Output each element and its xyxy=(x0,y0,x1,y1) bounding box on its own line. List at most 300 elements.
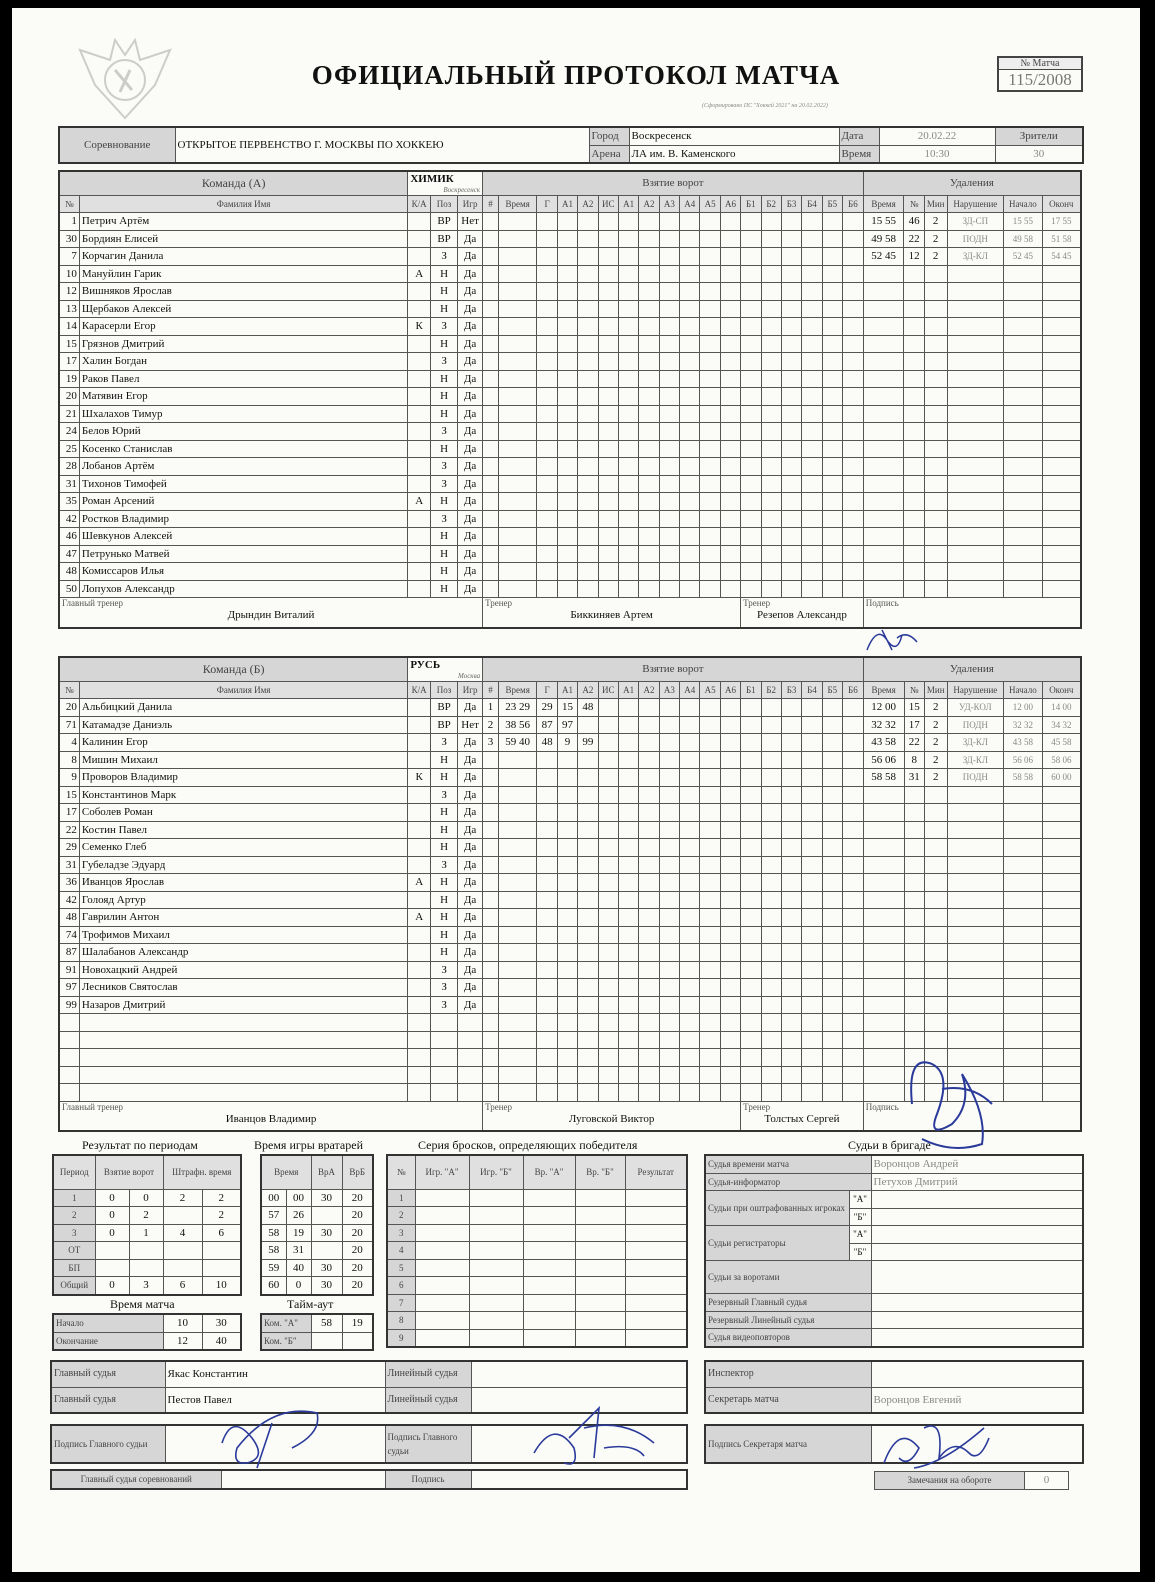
goal-a2 xyxy=(578,821,598,839)
goal-is xyxy=(598,353,618,371)
onice-cell xyxy=(741,751,761,769)
penalty-min xyxy=(924,265,947,283)
team-city: Москва xyxy=(457,672,481,680)
player-played: Да xyxy=(458,961,483,979)
onice-cell xyxy=(741,423,761,441)
onice-cell xyxy=(639,300,659,318)
col-onice-2: А2 xyxy=(639,681,659,699)
col-violation: Нарушение xyxy=(947,681,1004,699)
penalty-judge-a-label: "А" xyxy=(849,1191,871,1209)
shootout-cell xyxy=(575,1207,625,1225)
goal-time xyxy=(498,944,537,962)
player-number: 99 xyxy=(59,996,79,1014)
goal-number xyxy=(483,996,499,1014)
penalty-violation xyxy=(947,265,1004,283)
goal-a2 xyxy=(578,839,598,857)
penalty-start xyxy=(1004,440,1043,458)
player-played: Да xyxy=(458,944,483,962)
col-pen-start: Начало xyxy=(1004,195,1043,213)
goal-g xyxy=(537,1066,557,1084)
onice-cell xyxy=(802,891,822,909)
onice-cell xyxy=(700,926,720,944)
onice-cell xyxy=(618,909,638,927)
goal-a1 xyxy=(557,335,577,353)
player-position: З xyxy=(431,734,458,752)
col-onice-5: А5 xyxy=(700,681,720,699)
penalty-time xyxy=(863,265,904,283)
onice-cell xyxy=(639,944,659,962)
onice-cell xyxy=(781,510,801,528)
penalty-violation xyxy=(947,891,1004,909)
protocol-sheet xyxy=(12,8,1140,1572)
onice-cell xyxy=(618,1014,638,1032)
player-played: Да xyxy=(458,230,483,248)
onice-cell xyxy=(843,1049,864,1067)
onice-cell xyxy=(761,528,781,546)
goal-is xyxy=(598,979,618,997)
onice-cell xyxy=(761,353,781,371)
remarks-label: Замечания на обороте xyxy=(875,1472,1025,1490)
registrar-b xyxy=(871,1243,1083,1261)
onice-cell xyxy=(618,405,638,423)
main-referee-2: Пестов Павел xyxy=(165,1387,385,1413)
onice-cell xyxy=(618,335,638,353)
penalty-min xyxy=(924,475,947,493)
col-pen-min: Мин xyxy=(924,195,947,213)
onice-cell xyxy=(618,856,638,874)
goal-a2 xyxy=(578,961,598,979)
goal-g xyxy=(537,248,557,266)
onice-cell xyxy=(720,1031,740,1049)
onice-cell xyxy=(843,751,864,769)
penalty-start: 43 58 xyxy=(1004,734,1043,752)
player-position: З xyxy=(430,353,457,371)
player-number: 31 xyxy=(59,856,79,874)
player-played: Да xyxy=(458,839,483,857)
penalty-min xyxy=(924,856,947,874)
spectators-label: Зрители xyxy=(995,127,1083,145)
goal-is xyxy=(598,510,618,528)
head-coach xyxy=(59,1101,483,1131)
penalty-start xyxy=(1004,804,1043,822)
penalty-player xyxy=(904,961,924,979)
penalty-start xyxy=(1004,545,1043,563)
onice-cell xyxy=(843,996,864,1014)
onice-cell xyxy=(802,1049,822,1067)
onice-cell xyxy=(720,979,740,997)
player-number: 4 xyxy=(59,734,79,752)
col-onice-3: А3 xyxy=(659,681,679,699)
goal-a2 xyxy=(578,804,598,822)
onice-cell xyxy=(822,979,842,997)
penalty-violation xyxy=(947,786,1004,804)
shootout-header: Игр. "Б" xyxy=(469,1155,523,1189)
onice-cell xyxy=(720,944,740,962)
goal-time xyxy=(498,821,537,839)
onice-cell xyxy=(741,839,761,857)
goal-a1 xyxy=(557,388,577,406)
penalty-start xyxy=(1004,563,1043,581)
onice-cell xyxy=(781,353,801,371)
goal-is xyxy=(598,856,618,874)
onice-cell xyxy=(781,996,801,1014)
head-coach xyxy=(59,598,483,628)
onice-cell xyxy=(781,300,801,318)
shootout-cell xyxy=(469,1207,523,1225)
player-ka xyxy=(408,475,431,493)
onice-cell xyxy=(720,423,740,441)
onice-cell xyxy=(720,248,740,266)
player-number: 20 xyxy=(59,388,79,406)
onice-cell xyxy=(781,821,801,839)
col-ka: К/А xyxy=(408,681,431,699)
shootout-cell xyxy=(523,1259,575,1277)
penalty-player xyxy=(904,388,924,406)
onice-cell xyxy=(781,423,801,441)
onice-cell xyxy=(680,874,700,892)
player-ka xyxy=(408,213,431,231)
onice-cell xyxy=(639,545,659,563)
arena-label: Арена xyxy=(589,145,629,163)
goalie-time-cell: 57 xyxy=(261,1207,286,1225)
penalty-end xyxy=(1042,300,1081,318)
goal-time xyxy=(498,283,537,301)
goal-number xyxy=(483,563,499,581)
penalty-min xyxy=(924,580,947,598)
penalty-time xyxy=(863,926,904,944)
penalty-end xyxy=(1042,580,1081,598)
col-pen-time: Время xyxy=(863,681,904,699)
onice-cell xyxy=(618,786,638,804)
player-name: Косенко Станислав xyxy=(79,440,407,458)
onice-cell xyxy=(659,370,679,388)
onice-cell xyxy=(843,248,864,266)
onice-cell xyxy=(802,458,822,476)
goal-g xyxy=(537,979,557,997)
goal-is xyxy=(598,230,618,248)
onice-cell xyxy=(843,909,864,927)
goal-number xyxy=(483,580,499,598)
shootout-number: 8 xyxy=(387,1312,415,1330)
penalty-player: 15 xyxy=(904,699,924,717)
onice-cell xyxy=(741,926,761,944)
onice-cell xyxy=(843,335,864,353)
shootout-cell xyxy=(523,1224,575,1242)
goal-time xyxy=(498,230,537,248)
penalty-min xyxy=(924,1014,947,1032)
onice-cell xyxy=(761,856,781,874)
player-position: Н xyxy=(430,440,457,458)
onice-cell xyxy=(618,248,638,266)
goal-is xyxy=(598,248,618,266)
onice-cell xyxy=(700,769,720,787)
penalty-min xyxy=(924,405,947,423)
player-name: Новохацкий Андрей xyxy=(79,961,407,979)
player-position xyxy=(431,1066,458,1084)
period-label: 1 xyxy=(53,1189,95,1207)
chief-referee-label: Главный судья соревнований xyxy=(51,1470,221,1489)
player-played: Да xyxy=(458,440,483,458)
player-position: Н xyxy=(431,891,458,909)
goal-time xyxy=(498,856,537,874)
onice-cell xyxy=(700,335,720,353)
goal-number xyxy=(483,388,499,406)
onice-cell xyxy=(761,751,781,769)
game-time-table xyxy=(52,1313,242,1351)
player-row xyxy=(59,230,1081,248)
goalie-time-cell: 58 xyxy=(261,1224,286,1242)
shootout-header: Вр. "А" xyxy=(523,1155,575,1189)
onice-cell xyxy=(618,475,638,493)
player-played: Да xyxy=(458,528,483,546)
player-played xyxy=(458,1031,483,1049)
onice-cell xyxy=(781,874,801,892)
shootout-title: Серия бросков, определяющих победителя xyxy=(418,1138,638,1152)
city: Воскресенск xyxy=(629,127,839,145)
col-name: Фамилия Имя xyxy=(79,681,407,699)
info-table xyxy=(58,126,1084,164)
goal-a2 xyxy=(578,440,598,458)
goal-is xyxy=(598,563,618,581)
penalty-start xyxy=(1004,493,1043,511)
onice-cell xyxy=(741,769,761,787)
player-number xyxy=(59,1084,79,1102)
onice-cell xyxy=(781,563,801,581)
onice-cell xyxy=(761,1014,781,1032)
penalty-violation xyxy=(947,1014,1004,1032)
goal-number xyxy=(483,458,499,476)
onice-cell xyxy=(618,891,638,909)
goal-time xyxy=(498,475,537,493)
goal-a1 xyxy=(557,961,577,979)
onice-cell xyxy=(761,996,781,1014)
shootout-cell xyxy=(415,1259,469,1277)
player-number: 30 xyxy=(59,230,79,248)
onice-cell xyxy=(639,440,659,458)
penalty-end xyxy=(1042,839,1081,857)
goal-number xyxy=(483,493,499,511)
shootout-cell xyxy=(415,1189,469,1207)
onice-cell xyxy=(700,213,720,231)
player-row xyxy=(59,961,1081,979)
penalty-time xyxy=(863,1014,904,1032)
player-played: Да xyxy=(458,891,483,909)
goal-a1 xyxy=(557,804,577,822)
penalty-violation xyxy=(947,440,1004,458)
onice-cell xyxy=(741,388,761,406)
player-name: Калинин Егор xyxy=(79,734,407,752)
time: 10:30 xyxy=(879,145,995,163)
player-ka xyxy=(408,961,431,979)
goal-time xyxy=(498,405,537,423)
goal-time xyxy=(498,545,537,563)
player-number: 13 xyxy=(59,300,79,318)
player-played xyxy=(458,1066,483,1084)
player-played: Да xyxy=(458,265,483,283)
penalty-end: 45 58 xyxy=(1042,734,1081,752)
player-name: Корчагин Данила xyxy=(79,248,407,266)
goalie-time-cell: 20 xyxy=(342,1224,373,1242)
goal-g xyxy=(537,786,557,804)
onice-cell xyxy=(761,300,781,318)
goal-g xyxy=(537,769,557,787)
line-referee-1-label: Линейный судья xyxy=(385,1361,471,1387)
coach-signature-label: Подпись xyxy=(865,1101,899,1112)
player-position: Н xyxy=(430,388,457,406)
goal-a1 xyxy=(557,926,577,944)
reserve-line xyxy=(871,1311,1083,1329)
player-position: ВР xyxy=(430,213,457,231)
player-name: Голояд Артур xyxy=(79,891,407,909)
onice-cell xyxy=(802,821,822,839)
penalty-player xyxy=(904,563,924,581)
onice-cell xyxy=(639,996,659,1014)
player-name: Комиссаров Илья xyxy=(79,563,407,581)
onice-cell xyxy=(680,1049,700,1067)
goal-a2 xyxy=(578,716,598,734)
onice-cell xyxy=(741,300,761,318)
onice-cell xyxy=(680,996,700,1014)
onice-cell xyxy=(802,335,822,353)
penalty-violation xyxy=(947,370,1004,388)
player-row xyxy=(59,804,1081,822)
onice-cell xyxy=(822,405,842,423)
goalie-time-cell xyxy=(311,1242,342,1260)
onice-cell xyxy=(680,926,700,944)
onice-cell xyxy=(720,891,740,909)
player-number xyxy=(59,1014,79,1032)
onice-cell xyxy=(741,1066,761,1084)
onice-cell xyxy=(781,751,801,769)
player-played: Да xyxy=(458,856,483,874)
onice-cell xyxy=(639,230,659,248)
shootout-cell xyxy=(523,1329,575,1347)
penalty-start: 49 58 xyxy=(1004,230,1043,248)
penalty-end: 51 58 xyxy=(1042,230,1081,248)
onice-cell xyxy=(843,388,864,406)
onice-cell xyxy=(720,213,740,231)
coach-2 xyxy=(741,1101,864,1131)
onice-cell xyxy=(822,440,842,458)
goal-number xyxy=(483,961,499,979)
coach-2-label: Тренер xyxy=(743,598,771,608)
onice-cell xyxy=(618,353,638,371)
onice-cell xyxy=(761,1031,781,1049)
period-cell: 0 xyxy=(95,1207,129,1225)
player-name: Соболев Роман xyxy=(79,804,407,822)
onice-cell xyxy=(822,528,842,546)
goal-a2 xyxy=(578,335,598,353)
reserve-main-label: Резервный Главный судья xyxy=(705,1294,871,1312)
onice-cell xyxy=(843,716,864,734)
player-played: Да xyxy=(458,388,483,406)
onice-cell xyxy=(761,370,781,388)
onice-cell xyxy=(720,1084,740,1102)
onice-cell xyxy=(761,979,781,997)
player-position: ВР xyxy=(431,699,458,717)
player-ka: К xyxy=(408,318,431,336)
onice-cell xyxy=(843,563,864,581)
player-position xyxy=(431,1049,458,1067)
penalty-violation xyxy=(947,283,1004,301)
penalty-min xyxy=(924,353,947,371)
goal-is xyxy=(598,265,618,283)
goal-time xyxy=(498,996,537,1014)
onice-cell xyxy=(680,388,700,406)
player-position: Н xyxy=(431,926,458,944)
onice-cell xyxy=(802,440,822,458)
onice-cell xyxy=(639,580,659,598)
team-name xyxy=(408,657,483,681)
onice-cell xyxy=(781,388,801,406)
onice-cell xyxy=(843,1014,864,1032)
goal-number: 3 xyxy=(483,734,499,752)
player-position: З xyxy=(431,856,458,874)
goal-g xyxy=(537,839,557,857)
onice-cell xyxy=(741,821,761,839)
period-cell: 6 xyxy=(202,1224,241,1242)
shootout-header: Результат xyxy=(625,1155,687,1189)
goalie-time-cell: 20 xyxy=(342,1189,373,1207)
shootout-cell xyxy=(523,1312,575,1330)
penalty-start xyxy=(1004,874,1043,892)
onice-cell xyxy=(822,370,842,388)
penalty-start xyxy=(1004,318,1043,336)
penalty-min xyxy=(924,804,947,822)
goal-a1 xyxy=(557,353,577,371)
goalies-h-b: ВрБ xyxy=(342,1155,373,1189)
onice-cell xyxy=(781,405,801,423)
goal-number xyxy=(483,944,499,962)
shootout-cell xyxy=(415,1277,469,1295)
player-played: Да xyxy=(458,751,483,769)
player-row xyxy=(59,821,1081,839)
penalty-min xyxy=(924,283,947,301)
goal-time xyxy=(498,1014,537,1032)
onice-cell xyxy=(639,926,659,944)
player-ka: А xyxy=(408,493,431,511)
onice-cell xyxy=(680,265,700,283)
player-played: Да xyxy=(458,821,483,839)
shootout-cell xyxy=(415,1242,469,1260)
head-coach-label: Главный тренер xyxy=(62,1101,124,1112)
player-name: Трофимов Михаил xyxy=(79,926,407,944)
penalty-start: 12 00 xyxy=(1004,699,1043,717)
onice-cell xyxy=(700,405,720,423)
onice-cell xyxy=(700,370,720,388)
onice-cell xyxy=(659,265,679,283)
penalty-end xyxy=(1042,388,1081,406)
penalty-min xyxy=(924,318,947,336)
onice-cell xyxy=(802,580,822,598)
player-name: Грязнов Дмитрий xyxy=(79,335,407,353)
goalie-time-cell: 30 xyxy=(311,1259,342,1277)
penalty-time: 58 58 xyxy=(863,769,904,787)
goal-a1 xyxy=(557,370,577,388)
goal-is xyxy=(598,300,618,318)
col-no: № xyxy=(59,681,79,699)
col-a1: А1 xyxy=(557,195,577,213)
goal-a2 xyxy=(578,856,598,874)
onice-cell xyxy=(700,300,720,318)
onice-cell xyxy=(659,300,679,318)
onice-cell xyxy=(618,769,638,787)
goal-a2 xyxy=(578,230,598,248)
player-position xyxy=(431,1031,458,1049)
goal-time: 38 56 xyxy=(498,716,537,734)
player-position: З xyxy=(431,979,458,997)
player-position: З xyxy=(431,961,458,979)
